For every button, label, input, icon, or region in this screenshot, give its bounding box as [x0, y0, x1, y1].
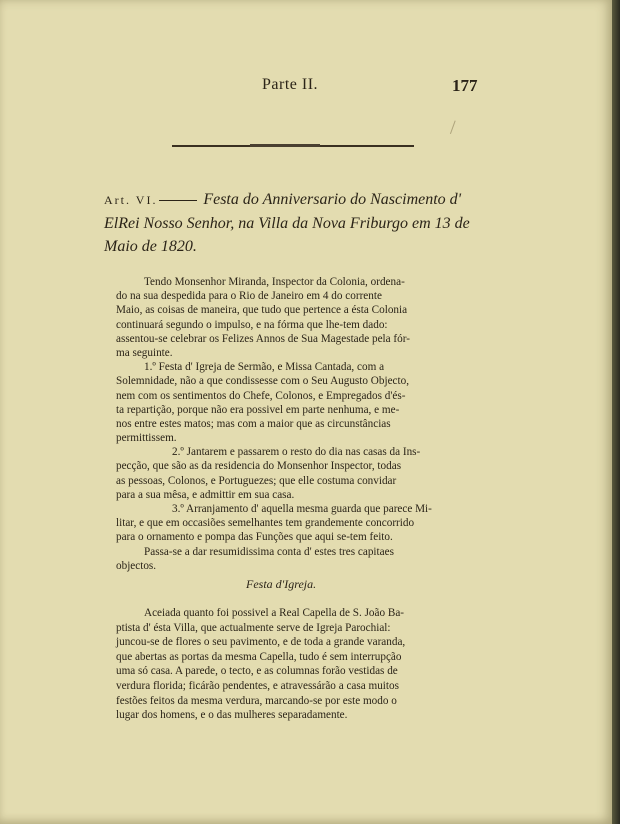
text-line: Tendo Monsenhor Miranda, Inspector da Colonia, ordena-	[144, 276, 405, 288]
page-number: 177	[452, 76, 478, 95]
text-line: assentou-se celebrar os Felizes Annos de Sua Magestade pela fór-	[116, 332, 410, 345]
text-line: as pessoas, Colonos, e Portuguezes; que elle costuma convidar	[116, 474, 397, 487]
text-line: uma só casa. A parede, o tecto, e as columnas forão vestidas de	[116, 665, 398, 678]
text-line: Solemnidade, não a que condissesse com o Seu Augusto Objecto,	[116, 375, 409, 388]
text-line: nem com os sentimentos do Chefe, Colonos, e Empregados d'és-	[116, 389, 406, 402]
ornamental-rule-center	[250, 144, 320, 147]
article-heading	[104, 188, 494, 258]
text-line: para o ornamento e pompa das Funções que aqui se-tem feito.	[116, 531, 393, 544]
text-line: pecção, que são as da residencia do Monsenhor Inspector, todas	[116, 460, 402, 473]
page-edge-shadow	[612, 0, 620, 824]
pencil-mark	[450, 121, 465, 138]
running-header: Parte II.	[262, 76, 319, 93]
text-line: festões feitos da mesma verdura, marcando-se por este modo o	[116, 694, 397, 707]
text-line: Maio, as coisas de maneira, que tudo que pertence a ésta Colonia	[116, 304, 408, 317]
text-line: 1.º Festa d' Igreja de Sermão, e Missa Cantada, com a	[144, 361, 385, 374]
body-text	[116, 275, 486, 573]
text-line: objectos.	[116, 559, 157, 572]
text-line: continuará segundo o impulso, e na fórma que lhe-tem dado:	[116, 318, 388, 331]
article-title: Festa do Anniversario do Nascimento d' ElRei Nosso Senhor, na Villa da Nova Friburgo em 13 de Maio de 1820.	[104, 191, 470, 255]
text-line: que abertas as portas da mesma Capella, tudo é sem interrupção	[116, 650, 402, 663]
text-line: lugar dos homens, e o das mulheres separadamente.	[116, 709, 348, 722]
text-line: para a sua mêsa, e admittir em sua casa.	[116, 488, 295, 501]
text-line: 3.º Arranjamento d' aquella mesma guarda que parece Mi-	[172, 503, 432, 515]
text-line: nos entre estes matos; mas com a maior que as circunstâncias	[116, 417, 391, 430]
text-line: litar, e que em occasiões semelhantes tem grandemente concorrido	[116, 517, 415, 530]
em-dash	[159, 200, 197, 201]
text-line: ta repartição, porque não era possivel em parte nenhuma, e me-	[116, 403, 400, 416]
text-line: Passa-se a dar resumidissima conta d' estes tres capitaes	[144, 545, 394, 558]
text-line: permittissem.	[116, 432, 177, 445]
section-subheading: Festa d'Igreja.	[246, 577, 317, 591]
text-line: ptista d' ésta Villa, que actualmente serve de Igreja Parochial:	[116, 621, 391, 634]
text-line: ma seguinte.	[116, 346, 173, 359]
body-text-festa	[116, 606, 486, 723]
text-line: juncou-se de flores o seu pavimento, e de toda a grande varanda,	[116, 636, 406, 649]
text-line: do na sua despedida para o Rio de Janeiro em 4 do corrente	[116, 290, 382, 303]
text-line: verdura florida; ficárão pendentes, e atravessárão a casa muitos	[116, 679, 399, 692]
article-label: Art. VI.	[104, 193, 158, 207]
text-line: Aceiada quanto foi possivel a Real Capella de S. João Ba-	[144, 607, 405, 619]
text-line: 2.º Jantarem e passarem o resto do dia nas casas da Ins-	[172, 446, 421, 459]
